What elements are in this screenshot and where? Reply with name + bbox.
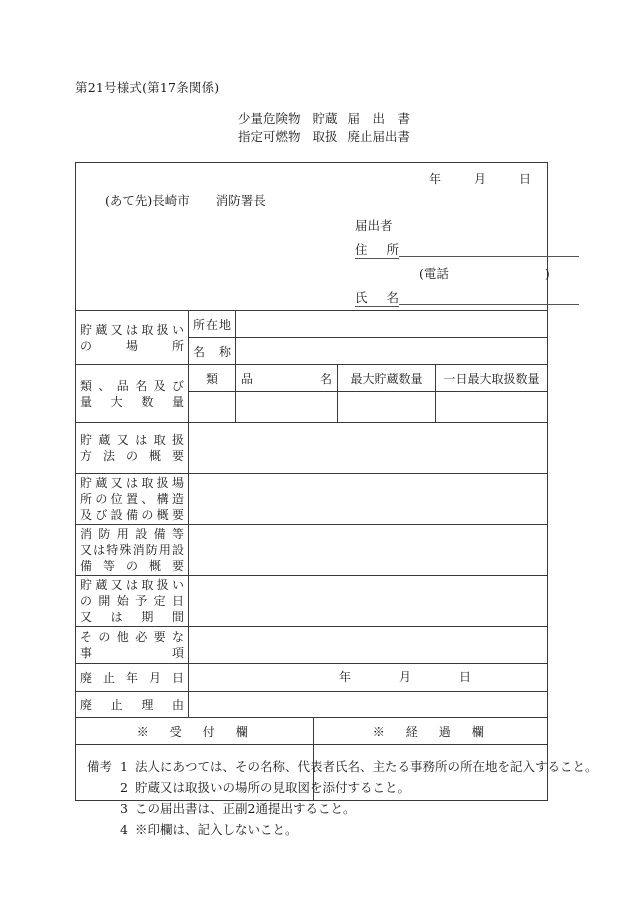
max-storage-input[interactable] [338, 392, 436, 422]
title-line1-tail: 届 出 書 [347, 111, 411, 126]
note-item [75, 798, 598, 819]
description-label-line: 又は期間 [80, 610, 184, 624]
title-line2-tail: 廃止届出書 [347, 129, 411, 144]
description-label-line: 消防用設備等 [80, 527, 184, 541]
submitter-label: 届出者 [355, 218, 393, 233]
form-number: 第21号様式(第17条関係) [75, 80, 220, 95]
notes-keyword [75, 777, 113, 798]
address-row [355, 240, 579, 264]
description-row-label [76, 525, 189, 575]
quantity-table [189, 365, 547, 422]
name-input[interactable] [399, 289, 579, 305]
quantity-entry-row [189, 391, 547, 422]
note-item [75, 777, 598, 798]
col-max-daily-header: 一日最大取扱数量 [443, 371, 540, 386]
description-row [76, 575, 547, 626]
place-name-label: 名 称 [189, 338, 236, 364]
location-input[interactable] [236, 311, 547, 337]
description-label-line: 貯蔵又は取扱 [80, 433, 184, 447]
notes-keyword: 備考 [87, 759, 113, 774]
place-name-row [189, 337, 547, 364]
telephone-close-paren: ) [544, 266, 550, 281]
col-class-header: 類 [189, 365, 236, 391]
header-row [76, 163, 550, 310]
filing-date-day: 日 [518, 172, 531, 186]
description-row [76, 473, 547, 524]
quantity-label-line1: 類、品名及び [80, 378, 184, 393]
filing-date [429, 170, 531, 187]
description-row-label [76, 576, 189, 626]
description-row-input[interactable] [189, 474, 547, 524]
description-row-label [76, 627, 189, 663]
notes-keyword [75, 798, 113, 819]
notes-keyword [75, 819, 113, 840]
note-text: 法人にあつては、その名称、代表者氏名、主たる事務所の所在地を記入すること。 [135, 759, 598, 774]
description-row-input[interactable] [189, 576, 547, 626]
title-line1-left: 少量危険物 [238, 111, 301, 126]
name-label: 氏 名 [355, 290, 399, 305]
telephone-open-paren: (電話 [419, 266, 449, 281]
note-item [75, 756, 598, 777]
address-label: 住 所 [355, 242, 399, 257]
header-block [76, 163, 550, 310]
description-label-line: 事 項 [80, 646, 184, 660]
quantity-label [76, 365, 189, 422]
description-label-line: 貯蔵又は取扱い [80, 578, 184, 592]
official-use-header [76, 717, 547, 744]
receipt-column-header: ※ 受 付 欄 [76, 718, 314, 744]
note-number: 1 [120, 759, 128, 774]
note-number: 3 [120, 801, 128, 816]
filing-date-month: 月 [473, 172, 486, 186]
col-item-header: 品 名 [236, 365, 338, 391]
address-input[interactable] [399, 241, 579, 257]
note-number: 4 [120, 822, 128, 837]
note-item [75, 819, 598, 840]
description-label-line: の開始予定日 [80, 594, 184, 608]
title-line-2 [238, 128, 410, 146]
description-label-line: 又は特殊消防用設 [80, 543, 184, 557]
description-row-input[interactable] [189, 423, 547, 473]
storage-place-label [76, 311, 189, 364]
col-max-storage-header: 最大貯蔵数量 [338, 365, 436, 391]
submitter-block [355, 216, 579, 312]
abolish-date-label: 廃止年月日 [76, 664, 189, 691]
location-row [189, 311, 547, 337]
storage-place-label-line2: の 場 所 [80, 338, 184, 353]
description-label-line: 及び設備の概要 [80, 508, 184, 522]
quantity-label-line2: 量大数量 [80, 394, 184, 409]
storage-place-row [76, 310, 547, 364]
quantity-header-row [189, 365, 547, 391]
description-label-line: その他必要な [80, 630, 184, 644]
abolish-date-row [76, 663, 547, 691]
abolish-reason-input[interactable] [189, 692, 547, 717]
description-row-input[interactable] [189, 627, 547, 663]
progress-column-header: ※ 経 過 欄 [372, 724, 489, 739]
title-line1-right: 貯蔵 [312, 111, 338, 126]
name-row [355, 288, 579, 312]
description-row [76, 422, 547, 473]
notes-section [75, 756, 598, 840]
title-line2-right: 取扱 [312, 129, 338, 144]
abolish-day: 日 [459, 670, 472, 684]
abolish-reason-label: 廃止理由 [76, 692, 189, 717]
description-row-label [76, 474, 189, 524]
storage-place-label-line1: 貯蔵又は取扱い [80, 322, 184, 337]
telephone-row [355, 264, 579, 288]
max-daily-input[interactable] [436, 392, 547, 422]
quantity-row [76, 364, 547, 422]
description-label-line: 所の位置、構造 [80, 492, 184, 506]
submitter-title-row [355, 216, 579, 240]
description-row-input[interactable] [189, 525, 547, 575]
description-label-line: 方法の概要 [80, 449, 184, 463]
title-line-1 [238, 110, 410, 128]
description-label-line: 備等の概要 [80, 559, 184, 573]
note-text: この届出書は、正副2通提出すること。 [135, 801, 356, 816]
addressee-prefix: (あて先)長崎市 [105, 193, 190, 208]
filing-date-year: 年 [428, 172, 441, 186]
description-row [76, 626, 547, 663]
storage-place-fields [189, 311, 547, 364]
abolish-date-input[interactable] [189, 664, 547, 691]
title-line2-left: 指定可燃物 [238, 129, 301, 144]
abolish-month: 月 [399, 670, 412, 684]
addressee-line [105, 191, 266, 209]
addressee-office: 消防署長 [215, 193, 266, 208]
description-row [76, 524, 547, 575]
description-row-label [76, 423, 189, 473]
note-number: 2 [120, 780, 128, 795]
item-name-input[interactable] [236, 392, 338, 422]
place-name-input[interactable] [236, 338, 547, 364]
description-label-line: 貯蔵又は取扱場 [80, 476, 184, 490]
description-rows [76, 422, 547, 663]
form-table [75, 162, 548, 801]
note-text: 貯蔵又は取扱いの場所の見取図を添付すること。 [135, 780, 411, 795]
abolish-reason-row [76, 691, 547, 717]
document-title [238, 110, 410, 146]
class-input[interactable] [189, 392, 236, 422]
location-label: 所在地 [189, 311, 236, 337]
abolish-year: 年 [339, 670, 352, 684]
note-text: ※印欄は、記入しないこと。 [135, 822, 298, 837]
